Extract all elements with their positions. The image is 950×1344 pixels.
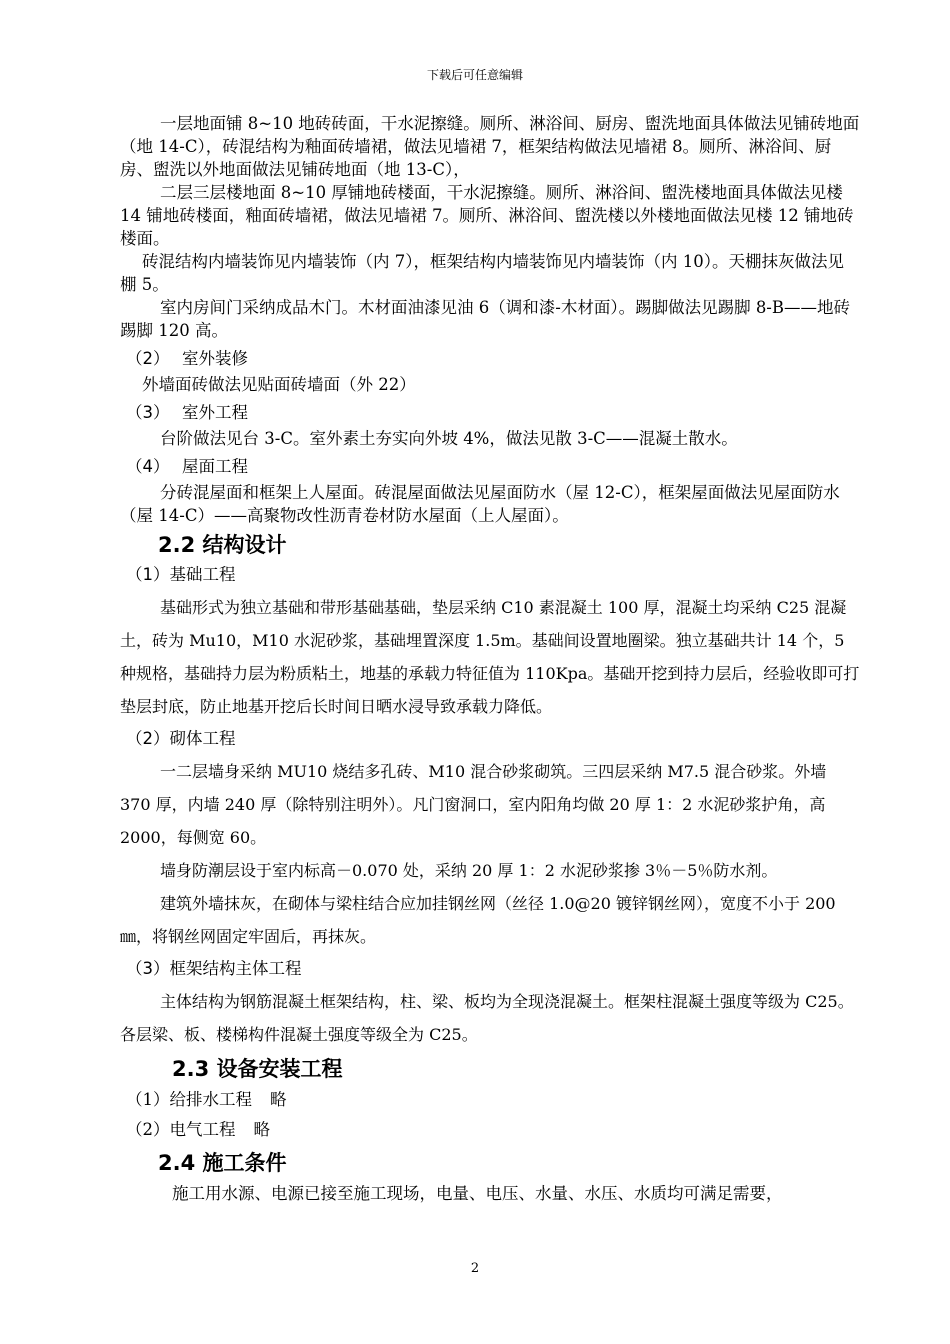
paragraph-damp-proof: 墙身防潮层设于室内标高－0.070 处，采纳 20 厚 1：2 水泥砂浆掺 3％－5％防水剂。 [160, 861, 778, 880]
heading-construction-conditions: 2.4 施工条件 [158, 1151, 287, 1175]
subheading-exterior-works: （3） 室外工程 [126, 403, 248, 422]
paragraph-masonry-walls: 一二层墙身采纳 MU10 烧结多孔砖、M10 混合砂浆砌筑。三四层采纳 M7.5 混合砂浆。外墙 370 厚，内墙 240 厚（除特别注明外）。凡门窗洞口，室内阳角均做 20 厚 1：2 水泥砂浆护角，高 2000，每侧宽 60。 [120, 762, 827, 847]
paragraph-plastering: 建筑外墙抹灰，在砌体与梁柱结合应加挂钢丝网（丝径 1.0@20 镀锌钢丝网），宽度不小于 200㎜，将钢丝网固定牢固后，再抹灰。 [120, 894, 836, 946]
paragraph-upper-floors: 二层三层楼地面 8~10 厚铺地砖楼面，干水泥擦缝。厕所、淋浴间、盥洗楼地面具体做法见楼 14 铺地砖楼面，釉面砖墙裙，做法见墙裙 7。厕所、淋浴间、盥洗楼以外楼地面做法见楼 12 铺地砖楼面。 [120, 183, 854, 248]
subheading-exterior-decoration: （2） 室外装修 [126, 349, 248, 368]
subheading-masonry: （2）砌体工程 [126, 729, 236, 748]
heading-structural-design: 2.2 结构设计 [158, 533, 287, 557]
paragraph-exterior-works: 台阶做法见台 3-C。室外素土夯实向外坡 4%，做法见散 3-C——混凝土散水。 [160, 429, 738, 448]
subheading-frame-structure: （3）框架结构主体工程 [126, 959, 302, 978]
paragraph-frame-structure: 主体结构为钢筋混凝土框架结构，柱、梁、板均为全现浇混凝土。框架柱混凝土强度等级为 C25。各层梁、板、楼梯构件混凝土强度等级全为 C25。 [120, 992, 854, 1044]
paragraph-foundation: 基础形式为独立基础和带形基础基础，垫层采纳 C10 素混凝土 100 厚，混凝土均采纳 C25 混凝土，砖为 Mu10，M10 水泥砂浆，基础埋置深度 1.5m。基础间设置地圈梁。独立基础共计 14 个，5 种规格，基础持力层为粉质粘土，地基的承载力特征值为 110Kpa。基础开挖到持力层后，经验收即可打垫层封底，防止地基开挖后长时间日晒水浸导致承载力降低。 [120, 598, 860, 716]
paragraph-doors-skirting: 室内房间门采纳成品木门。木材面油漆见油 6（调和漆-木材面）。踢脚做法见踢脚 8-B——地砖踢脚 120 高。 [120, 298, 851, 340]
subheading-foundation: （1）基础工程 [126, 565, 236, 584]
list-item-plumbing: （1）给排水工程 略 [126, 1090, 287, 1109]
subheading-roof-works: （4） 屋面工程 [126, 457, 248, 476]
paragraph-exterior-decoration: 外墙面砖做法见贴面砖墙面（外 22） [142, 375, 416, 394]
paragraph-ground-floor: 一层地面铺 8~10 地砖砖面，干水泥擦缝。厕所、淋浴间、厨房、盥洗地面具体做法见铺砖地面（地 14-C），砖混结构为釉面砖墙裙，做法见墙裙 7，框架结构做法见墙裙 8。厕所、淋浴间、厨房、盥洗以外地面做法见铺砖地面（地 13-C）， [120, 114, 860, 179]
page-number: 2 [470, 1261, 480, 1276]
paragraph-interior-walls: 砖混结构内墙装饰见内墙装饰（内 7），框架结构内墙装饰见内墙装饰（内 10）。天棚抹灰做法见棚 5。 [120, 252, 844, 294]
paragraph-construction-conditions: 施工用水源、电源已接至施工现场，电量、电压、水量、水压、水质均可满足需要， [172, 1184, 783, 1203]
list-item-electrical: （2）电气工程 略 [126, 1120, 270, 1139]
heading-equipment-installation: 2.3 设备安装工程 [172, 1057, 343, 1081]
document-body [120, 112, 860, 1209]
paragraph-roof-works: 分砖混屋面和框架上人屋面。砖混屋面做法见屋面防水（屋 12-C），框架屋面做法见屋面防水（屋 14-C）——高聚物改性沥青卷材防水屋面（上人屋面）。 [120, 483, 840, 525]
page-header: 下载后可任意编辑 [426, 68, 523, 82]
